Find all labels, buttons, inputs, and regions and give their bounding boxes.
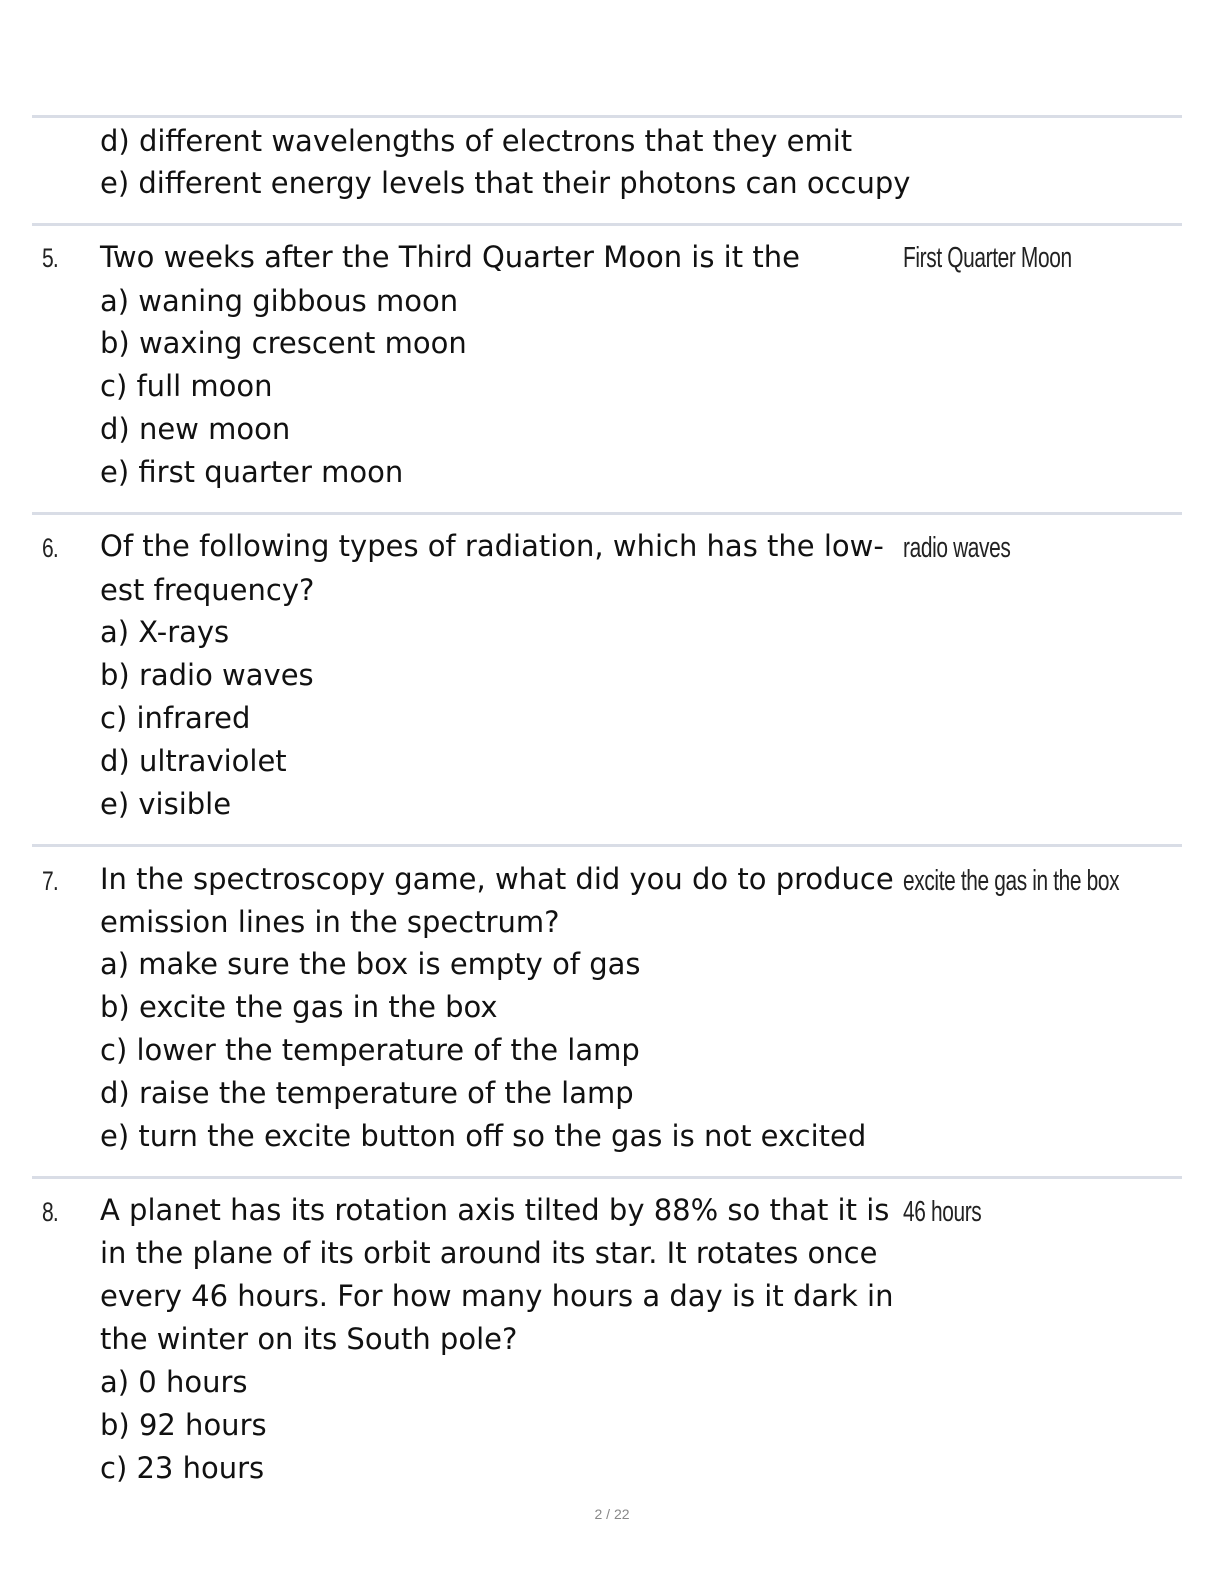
option-c: c) full moon	[100, 369, 273, 403]
question-number: 8.	[42, 1197, 59, 1227]
question-text-line-1: A planet has its rotation axis tilted by 88% so that it is	[100, 1193, 890, 1227]
question-text-line-4: the winter on its South pole?	[100, 1322, 518, 1356]
answer-text: 46 hours	[903, 1196, 982, 1228]
question-text-line-2: in the plane of its orbit around its star. It rotates once	[100, 1236, 878, 1270]
answer-text: excite the gas in the box	[903, 865, 1120, 897]
option-e: e) visible	[100, 787, 232, 821]
option-a: a) waning gibbous moon	[100, 284, 459, 318]
option-b: b) excite the gas in the box	[100, 990, 498, 1024]
question-text-line-1: In the spectroscopy game, what did you do to produce	[100, 862, 894, 896]
divider	[32, 512, 1182, 515]
divider	[32, 1176, 1182, 1179]
option-e: e) turn the excite button off so the gas is not excited	[100, 1119, 867, 1153]
question-text-line-3: every 46 hours. For how many hours a day is it dark in	[100, 1279, 894, 1313]
question-number: 6.	[42, 533, 59, 563]
divider	[32, 115, 1182, 118]
question-text-line-1: Of the following types of radiation, which has the low-	[100, 529, 884, 563]
option-d: d) ultraviolet	[100, 744, 287, 778]
option-b: b) waxing crescent moon	[100, 326, 467, 360]
option-d: d) new moon	[100, 412, 291, 446]
option-d: d) raise the temperature of the lamp	[100, 1076, 634, 1110]
option-a: a) make sure the box is empty of gas	[100, 947, 641, 981]
question-text-line-2: est frequency?	[100, 573, 315, 607]
option-c: c) lower the temperature of the lamp	[100, 1033, 640, 1067]
option-e: e) first quarter moon	[100, 455, 404, 489]
option-e: e) different energy levels that their photons can occupy	[100, 166, 911, 200]
question-text-line-2: emission lines in the spectrum?	[100, 905, 560, 939]
answer-text: radio waves	[903, 532, 1011, 564]
option-a: a) 0 hours	[100, 1365, 248, 1399]
divider	[32, 844, 1182, 847]
option-a: a) X-rays	[100, 615, 230, 649]
option-b: b) radio waves	[100, 658, 314, 692]
divider	[32, 223, 1182, 226]
option-b: b) 92 hours	[100, 1408, 267, 1442]
answer-text: First Quarter Moon	[903, 242, 1072, 274]
page-indicator: 2 / 22	[594, 1506, 630, 1522]
question-text: Two weeks after the Third Quarter Moon is it the	[100, 240, 800, 274]
question-number: 7.	[42, 866, 59, 896]
option-d: d) different wavelengths of electrons that they emit	[100, 124, 853, 158]
option-c: c) infrared	[100, 701, 251, 735]
option-c: c) 23 hours	[100, 1451, 265, 1485]
question-number: 5.	[42, 243, 59, 273]
